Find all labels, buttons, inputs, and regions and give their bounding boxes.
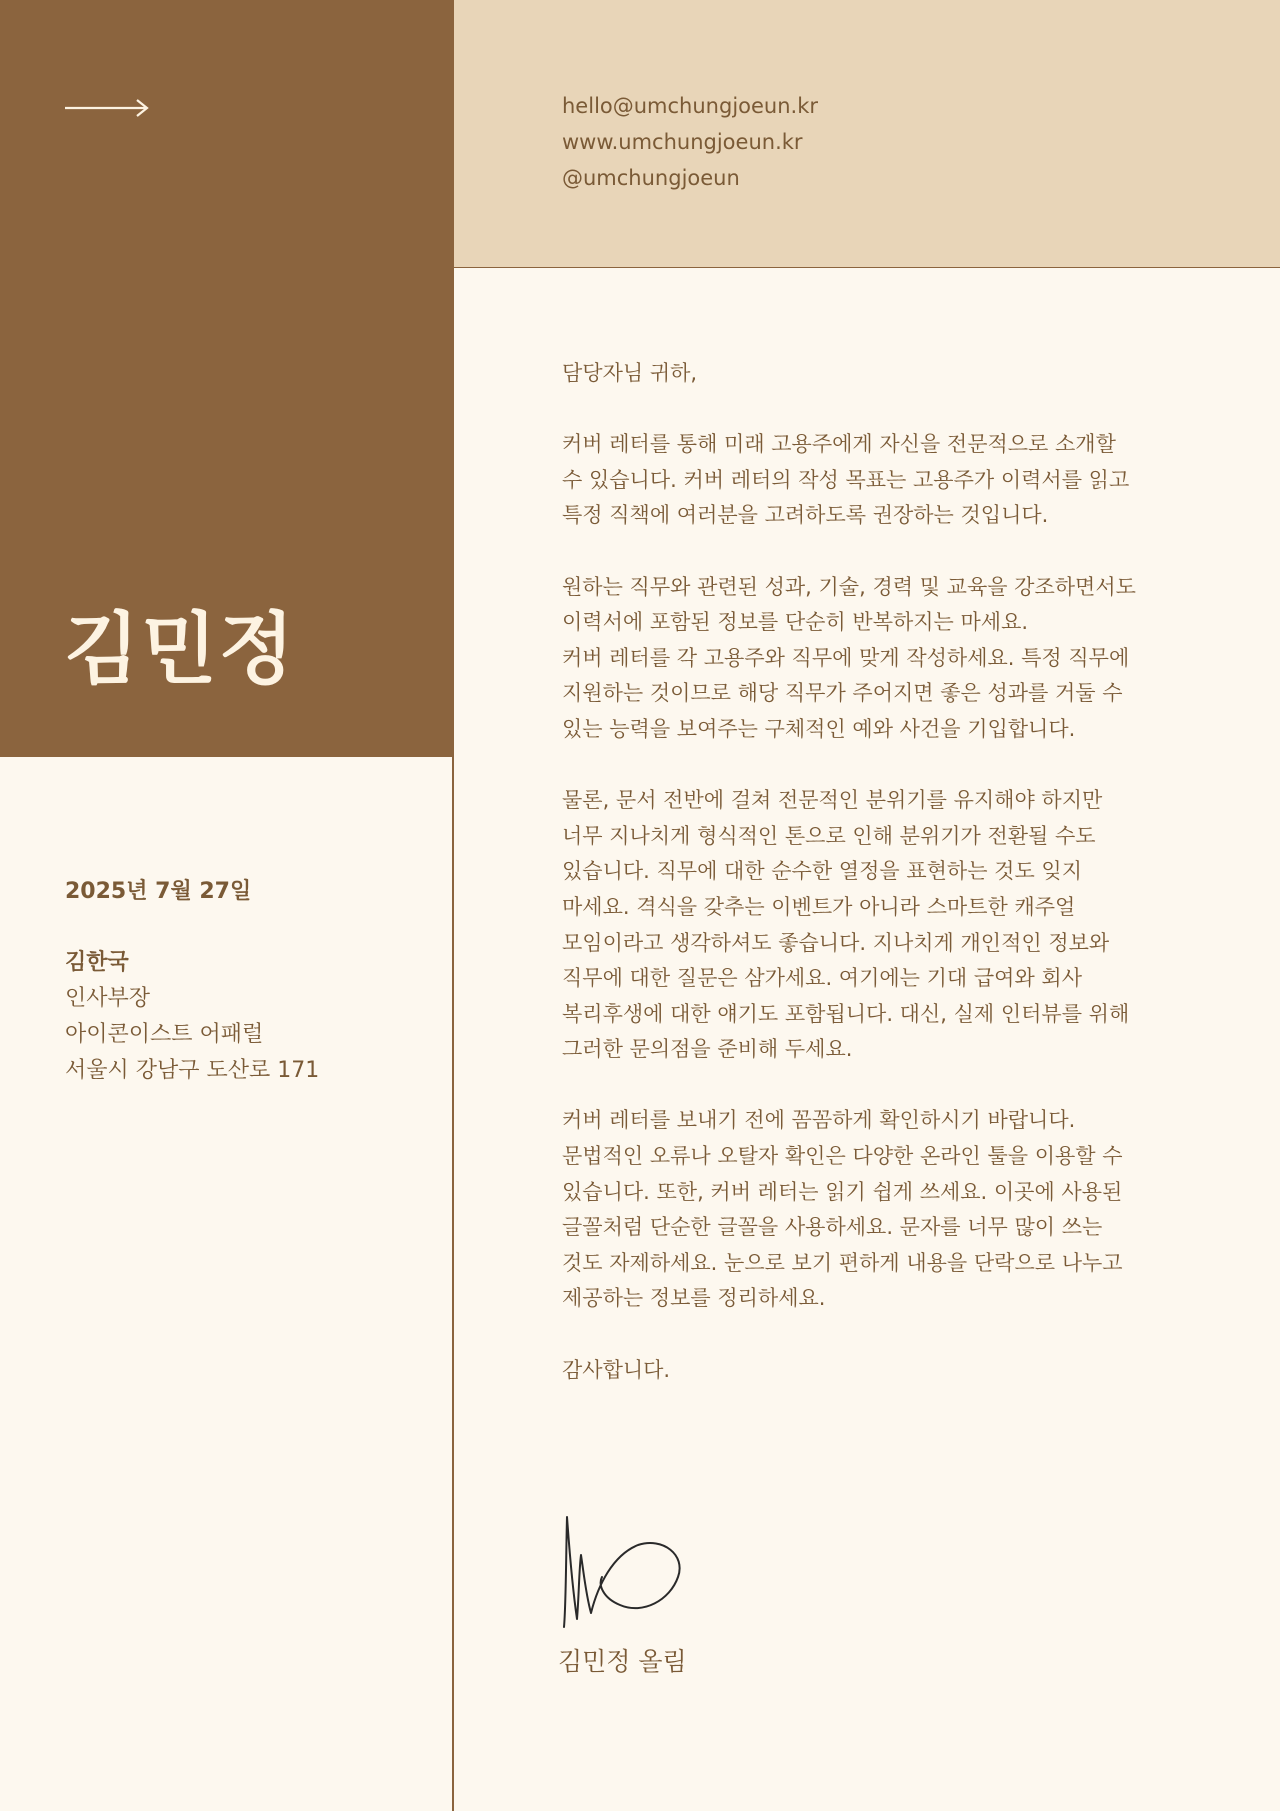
letter-closing: 감사합니다. [562,1357,671,1382]
handwritten-signature [558,1515,688,1635]
letter-date: 2025년 7월 27일 [65,879,252,904]
letter-salutation: 담당자님 귀하, [562,361,698,385]
arrow-right-icon [65,96,149,120]
contact-website[interactable]: www.umchungjoeun.kr [562,130,803,154]
recipient-company: 아이콘이스트 어패럴 [65,1022,264,1047]
letter-signoff: 김민정 올림 [558,1647,687,1676]
contact-email[interactable]: hello@umchungjoeun.kr [562,94,819,118]
header-brown-panel [0,0,453,757]
column-divider [452,0,454,1811]
sender-name-heading: 김민정 [64,605,297,695]
letter-body [562,356,1202,1424]
recipient-block [65,874,319,1089]
letter-paragraph: 커버 레터를 보내기 전에 꼼꼼하게 확인하시기 바랍니다. 문법적인 오류나 오탈자 확인은 다양한 온라인 툴을 이용할 수 있습니다. 또한, 커버 레터는 읽기 쉽게 쓰세요. 이곳에 사용된 글꼴처럼 단순한 글꼴을 사용하세요. 문자를 너무 많이 쓰는 것도 자제하세요. 눈으로 보기 편하게 내용을 단락으로 나누고 제공하는 정보를 정리하세요. [562,1108,1123,1311]
recipient-address: 서울시 강남구 도산로 171 [65,1058,320,1083]
recipient-name: 김한국 [65,950,129,975]
letter-paragraph: 커버 레터를 통해 미래 고용주에게 자신을 전문적으로 소개할 수 있습니다. 커버 레터의 작성 목표는 고용주가 이력서를 읽고 특정 직책에 여러분을 고려하도록 권장하는 것입니다. [562,432,1130,528]
recipient-title: 인사부장 [65,986,151,1011]
contact-handle[interactable]: @umchungjoeun [562,166,740,190]
letter-paragraph: 물론, 문서 전반에 걸쳐 전문적인 분위기를 유지해야 하지만 너무 지나치게 형식적인 톤으로 인해 분위기가 전환될 수도 있습니다. 직무에 대한 순수한 열정을 표현하는 것도 잊지 마세요. 격식을 갖추는 이벤트가 아니라 스마트한 캐주얼 모임이라고 생각하셔도 좋습니다. 지나치게 개인적인 정보와 직무에 대한 질문은 삼가세요. 여기에는 기대 급여와 회사 복리후생에 대한 얘기도 포함됩니다. 대신, 실제 인터뷰를 위해 그러한 문의점을 준비해 두세요. [562,788,1130,1062]
letter-paragraph: 원하는 직무와 관련된 성과, 기술, 경력 및 교육을 강조하면서도 이력서에 포함된 정보를 단순히 반복하지는 마세요. 커버 레터를 각 고용주와 직무에 맞게 작성하세요. 특정 직무에 지원하는 것이므로 해당 직무가 주어지면 좋은 성과를 거둘 수 있는 능력을 보여주는 구체적인 예와 사건을 기입합니다. [562,574,1136,741]
contact-info [562,88,818,196]
